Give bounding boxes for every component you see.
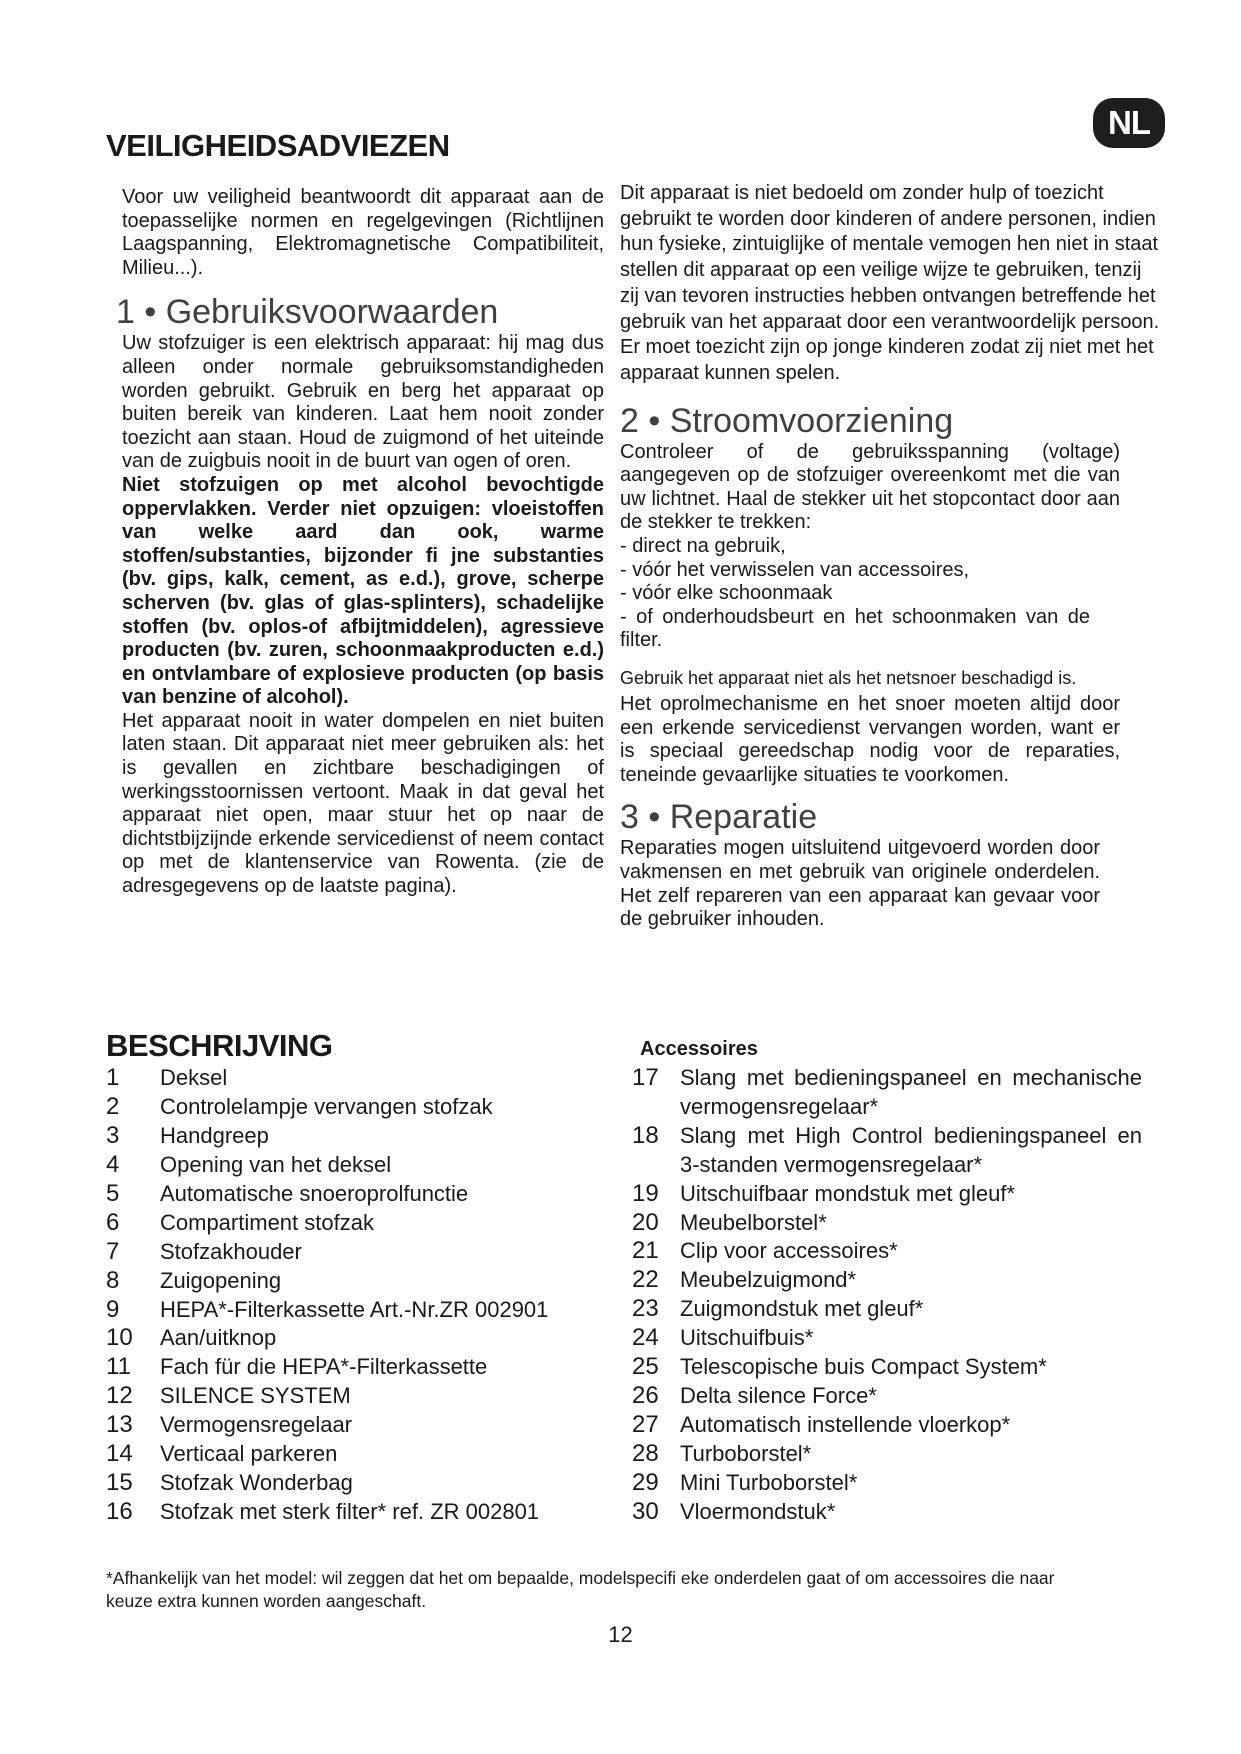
footnote: *Afhankelijk van het model: wil zeggen dat het om bepaalde, modelspecifi eke onderdelen gaat of om accessoires die naar keuze extra kunnen worden aangeschaft. bbox=[106, 1568, 1055, 1611]
accessories-list bbox=[632, 1064, 1142, 1527]
item-label: Automatische snoeroprolfunctie bbox=[160, 1181, 469, 1206]
item-number: 6 bbox=[106, 1208, 120, 1236]
item-number: 26 bbox=[632, 1381, 659, 1409]
item-label: Stofzak met sterk filter* ref. ZR 002801 bbox=[160, 1498, 540, 1524]
item-label: Controlelampje vervangen stofzak bbox=[160, 1094, 493, 1120]
description-item bbox=[106, 1180, 626, 1209]
accessory-item bbox=[632, 1237, 1142, 1266]
description-item bbox=[106, 1468, 626, 1497]
description-item bbox=[106, 1093, 626, 1122]
section-3-title: 3 • Reparatie bbox=[620, 798, 818, 837]
item-label: Uitschuifbuis* bbox=[680, 1325, 814, 1351]
item-number: 13 bbox=[106, 1411, 133, 1439]
item-number: 24 bbox=[632, 1324, 659, 1352]
accessory-item bbox=[632, 1411, 1142, 1440]
item-number: 28 bbox=[632, 1439, 659, 1467]
item-label: Turboborstel* bbox=[680, 1440, 812, 1466]
item-label: HEPA*-Filterkassette Art.-Nr.ZR 002901 bbox=[160, 1296, 549, 1322]
item-label: Clip voor accessoires* bbox=[680, 1238, 898, 1264]
item-label: Stofzakhouder bbox=[160, 1238, 302, 1264]
section-1-text-2: Het apparaat nooit in water dompelen en niet buiten laten staan. Dit apparaat niet meer gebruiken als: het is gevallen en zichtbare beschadigingen of werkingsstoornissen vertoont. Maak in dat geval het apparaat niet open, maar stuur het op naar de dichtstbijzijnde erkende servicedienst of neem contact op met de klantenservice van Rowenta. (zie de adresgegevens op de laatste pagina). bbox=[122, 709, 604, 898]
section-1-warning: Niet stofzuigen op met alcohol bevochtigde oppervlakken. Verder niet opzuigen: vloeistoffen van welke aard dan ook, warme stoffen/substanties, bijzonder fi jne substanties (bv. gips, kalk, cement, as e.d.), grove, scherpe scherven (bv. glas of glas-splinters), schadelijke stoffen (bv. oplos-of afbijtmiddelen), agressieve producten (bv. zuren, schoonmaakproducten e.d.) en ontvlambare of explosieve producten (op basis van benzine of alcohol). bbox=[122, 473, 604, 709]
item-number: 19 bbox=[632, 1179, 659, 1207]
item-label: Handgreep bbox=[160, 1123, 269, 1149]
item-number: 23 bbox=[632, 1295, 659, 1323]
item-number: 4 bbox=[106, 1151, 120, 1179]
section-1-title: 1 • Gebruiksvoorwaarden bbox=[116, 293, 499, 332]
description-item bbox=[106, 1266, 626, 1295]
accessory-item bbox=[632, 1440, 1142, 1469]
item-label: Zuigopening bbox=[160, 1267, 282, 1293]
accessory-item bbox=[632, 1266, 1142, 1295]
item-number: 7 bbox=[106, 1237, 120, 1265]
section-1-text: Uw stofzuiger is een elektrisch apparaat: hij mag dus alleen onder normale gebruiksomstandigheden worden gebruikt. Gebruik en berg het apparaat op buiten bereik van kinderen. Laat hem nooit zonder toezicht aan staan. Houd de zuigmond of het uiteinde van de zuigbuis nooit in de buurt van ogen of oren. bbox=[122, 332, 604, 473]
item-number: 14 bbox=[106, 1440, 133, 1468]
section-2-item: - vóór het verwisselen van accessoires, bbox=[620, 558, 970, 581]
section-2-item: - of onderhoudsbeurt en het schoonmaken van de filter. bbox=[620, 605, 1090, 652]
language-badge: NL bbox=[1093, 98, 1165, 148]
item-number: 16 bbox=[106, 1497, 133, 1525]
item-number: 29 bbox=[632, 1468, 659, 1496]
accessory-item bbox=[632, 1469, 1142, 1498]
description-item bbox=[106, 1353, 626, 1382]
accessory-item bbox=[632, 1498, 1142, 1527]
item-number: 30 bbox=[632, 1497, 659, 1525]
safety-children-text: Dit apparaat is niet bedoeld om zonder hulp of toezicht gebruikt te worden door kinderen of andere personen, indien hun fysieke, zintuiglijke of mentale vemogen hen niet in staat stellen dit apparaat op een veilige wijze te gebruiken, tenzij zij van tevoren instructies hebben ontvangen betreffende het gebruik van het apparaat door een verantwoordelijk persoon. bbox=[620, 182, 1160, 333]
description-item bbox=[106, 1064, 626, 1093]
accessory-item bbox=[632, 1324, 1142, 1353]
item-number: 12 bbox=[106, 1382, 133, 1410]
item-number: 3 bbox=[106, 1122, 120, 1150]
item-label: Vermogensregelaar bbox=[160, 1412, 353, 1438]
item-number: 20 bbox=[632, 1208, 659, 1236]
item-number: 21 bbox=[632, 1237, 659, 1265]
item-label: Vloermondstuk* bbox=[680, 1498, 836, 1524]
safety-title: VEILIGHEIDSADVIEZEN bbox=[106, 128, 450, 163]
description-item bbox=[106, 1151, 626, 1180]
item-number: 5 bbox=[106, 1180, 120, 1207]
section-2-item: - vóór elke schoonmaak bbox=[620, 582, 833, 605]
section-2-text: Controleer of de gebruiksspanning (voltage) aangegeven op de stofzuiger overeenkomt met die van uw lichtnet. Haal de stekker uit het stopcontact door aan de stekker te trekken: bbox=[620, 440, 1120, 534]
accessory-item bbox=[632, 1295, 1142, 1324]
item-label: Opening van het deksel bbox=[160, 1152, 392, 1178]
item-label: Aan/uitknop bbox=[160, 1325, 277, 1351]
item-number: 9 bbox=[106, 1295, 120, 1323]
accessory-item bbox=[632, 1064, 1142, 1122]
accessory-item bbox=[632, 1122, 1142, 1180]
item-label: SILENCE SYSTEM bbox=[160, 1383, 351, 1409]
item-number: 11 bbox=[106, 1353, 131, 1381]
item-label: Deksel bbox=[160, 1065, 228, 1091]
item-number: 18 bbox=[632, 1121, 659, 1149]
accessory-item bbox=[632, 1382, 1142, 1411]
accessory-item bbox=[632, 1353, 1142, 1382]
item-label: Automatisch instellende vloerkop* bbox=[680, 1411, 1011, 1437]
item-label: Uitschuifbaar mondstuk met gleuf* bbox=[680, 1180, 1016, 1206]
item-label: Slang met High Control bedieningspaneel en 3-standen vermogensregelaar* bbox=[680, 1122, 1142, 1177]
item-label: Slang met bedieningspaneel en mechanische vermogensregelaar* bbox=[680, 1065, 1142, 1119]
item-number: 8 bbox=[106, 1266, 120, 1294]
item-number: 15 bbox=[106, 1468, 133, 1496]
item-label: Zuigmondstuk met gleuf* bbox=[680, 1296, 924, 1322]
accessories-title: Accessoires bbox=[640, 1038, 758, 1060]
safety-intro: Voor uw veiligheid beantwoordt dit apparaat aan de toepasselijke normen en regelgevingen (Richtlijnen Laagspanning, Elektromagnetische Compatibiliteit, Milieu...). bbox=[122, 186, 604, 279]
item-label: Telescopische buis Compact System* bbox=[680, 1354, 1047, 1380]
item-label: Meubelzuigmond* bbox=[680, 1267, 857, 1293]
item-number: 27 bbox=[632, 1410, 659, 1438]
item-number: 10 bbox=[106, 1324, 133, 1352]
item-number: 17 bbox=[632, 1064, 659, 1091]
item-label: Fach für die HEPA*-Filterkassette bbox=[160, 1354, 488, 1380]
description-item bbox=[106, 1382, 626, 1411]
description-title: BESCHRIJVING bbox=[106, 1028, 333, 1063]
item-label: Mini Turboborstel* bbox=[680, 1469, 858, 1495]
description-item bbox=[106, 1208, 626, 1237]
item-label: Delta silence Force* bbox=[680, 1382, 877, 1408]
section-2-cord-warning: Gebruik het apparaat niet als het netsnoer beschadigd is. bbox=[620, 667, 1077, 688]
left-column bbox=[116, 186, 604, 899]
page-number: 12 bbox=[608, 1622, 633, 1647]
section-2-repair-text: Het oprolmechanisme en het snoer moeten altijd door een erkende servicedienst vervangen worden, want er is speciaal gereedschap nodig voor de reparaties, teneinde gevaarlijke situaties te voorkomen. bbox=[620, 692, 1120, 786]
item-number: 2 bbox=[106, 1093, 120, 1121]
description-item bbox=[106, 1324, 626, 1353]
description-item bbox=[106, 1295, 626, 1324]
item-label: Stofzak Wonderbag bbox=[160, 1469, 353, 1495]
section-3-text: Reparaties mogen uitsluitend uitgevoerd worden door vakmensen en met gebruik van originele onderdelen. Het zelf repareren van een apparaat kan gevaar voor de gebruiker inhouden. bbox=[620, 837, 1100, 931]
description-item bbox=[106, 1237, 626, 1266]
description-item bbox=[106, 1411, 626, 1440]
accessory-item bbox=[632, 1180, 1142, 1209]
safety-supervision-text: Er moet toezicht zijn op jonge kinderen zodat zij niet met het apparaat kunnen spelen. bbox=[620, 336, 1154, 384]
item-number: 25 bbox=[632, 1353, 659, 1381]
description-item bbox=[106, 1440, 626, 1469]
item-label: Meubelborstel* bbox=[680, 1209, 827, 1235]
item-label: Verticaal parkeren bbox=[160, 1441, 338, 1467]
accessory-item bbox=[632, 1209, 1142, 1238]
section-2-title: 2 • Stroomvoorziening bbox=[620, 401, 954, 440]
section-2-item: - direct na gebruik, bbox=[620, 535, 786, 557]
description-item bbox=[106, 1122, 626, 1151]
right-column bbox=[620, 181, 1165, 932]
description-item bbox=[106, 1497, 626, 1526]
item-number: 22 bbox=[632, 1266, 659, 1294]
description-list bbox=[106, 1064, 626, 1526]
item-label: Compartiment stofzak bbox=[160, 1209, 374, 1235]
item-number: 1 bbox=[106, 1064, 120, 1092]
